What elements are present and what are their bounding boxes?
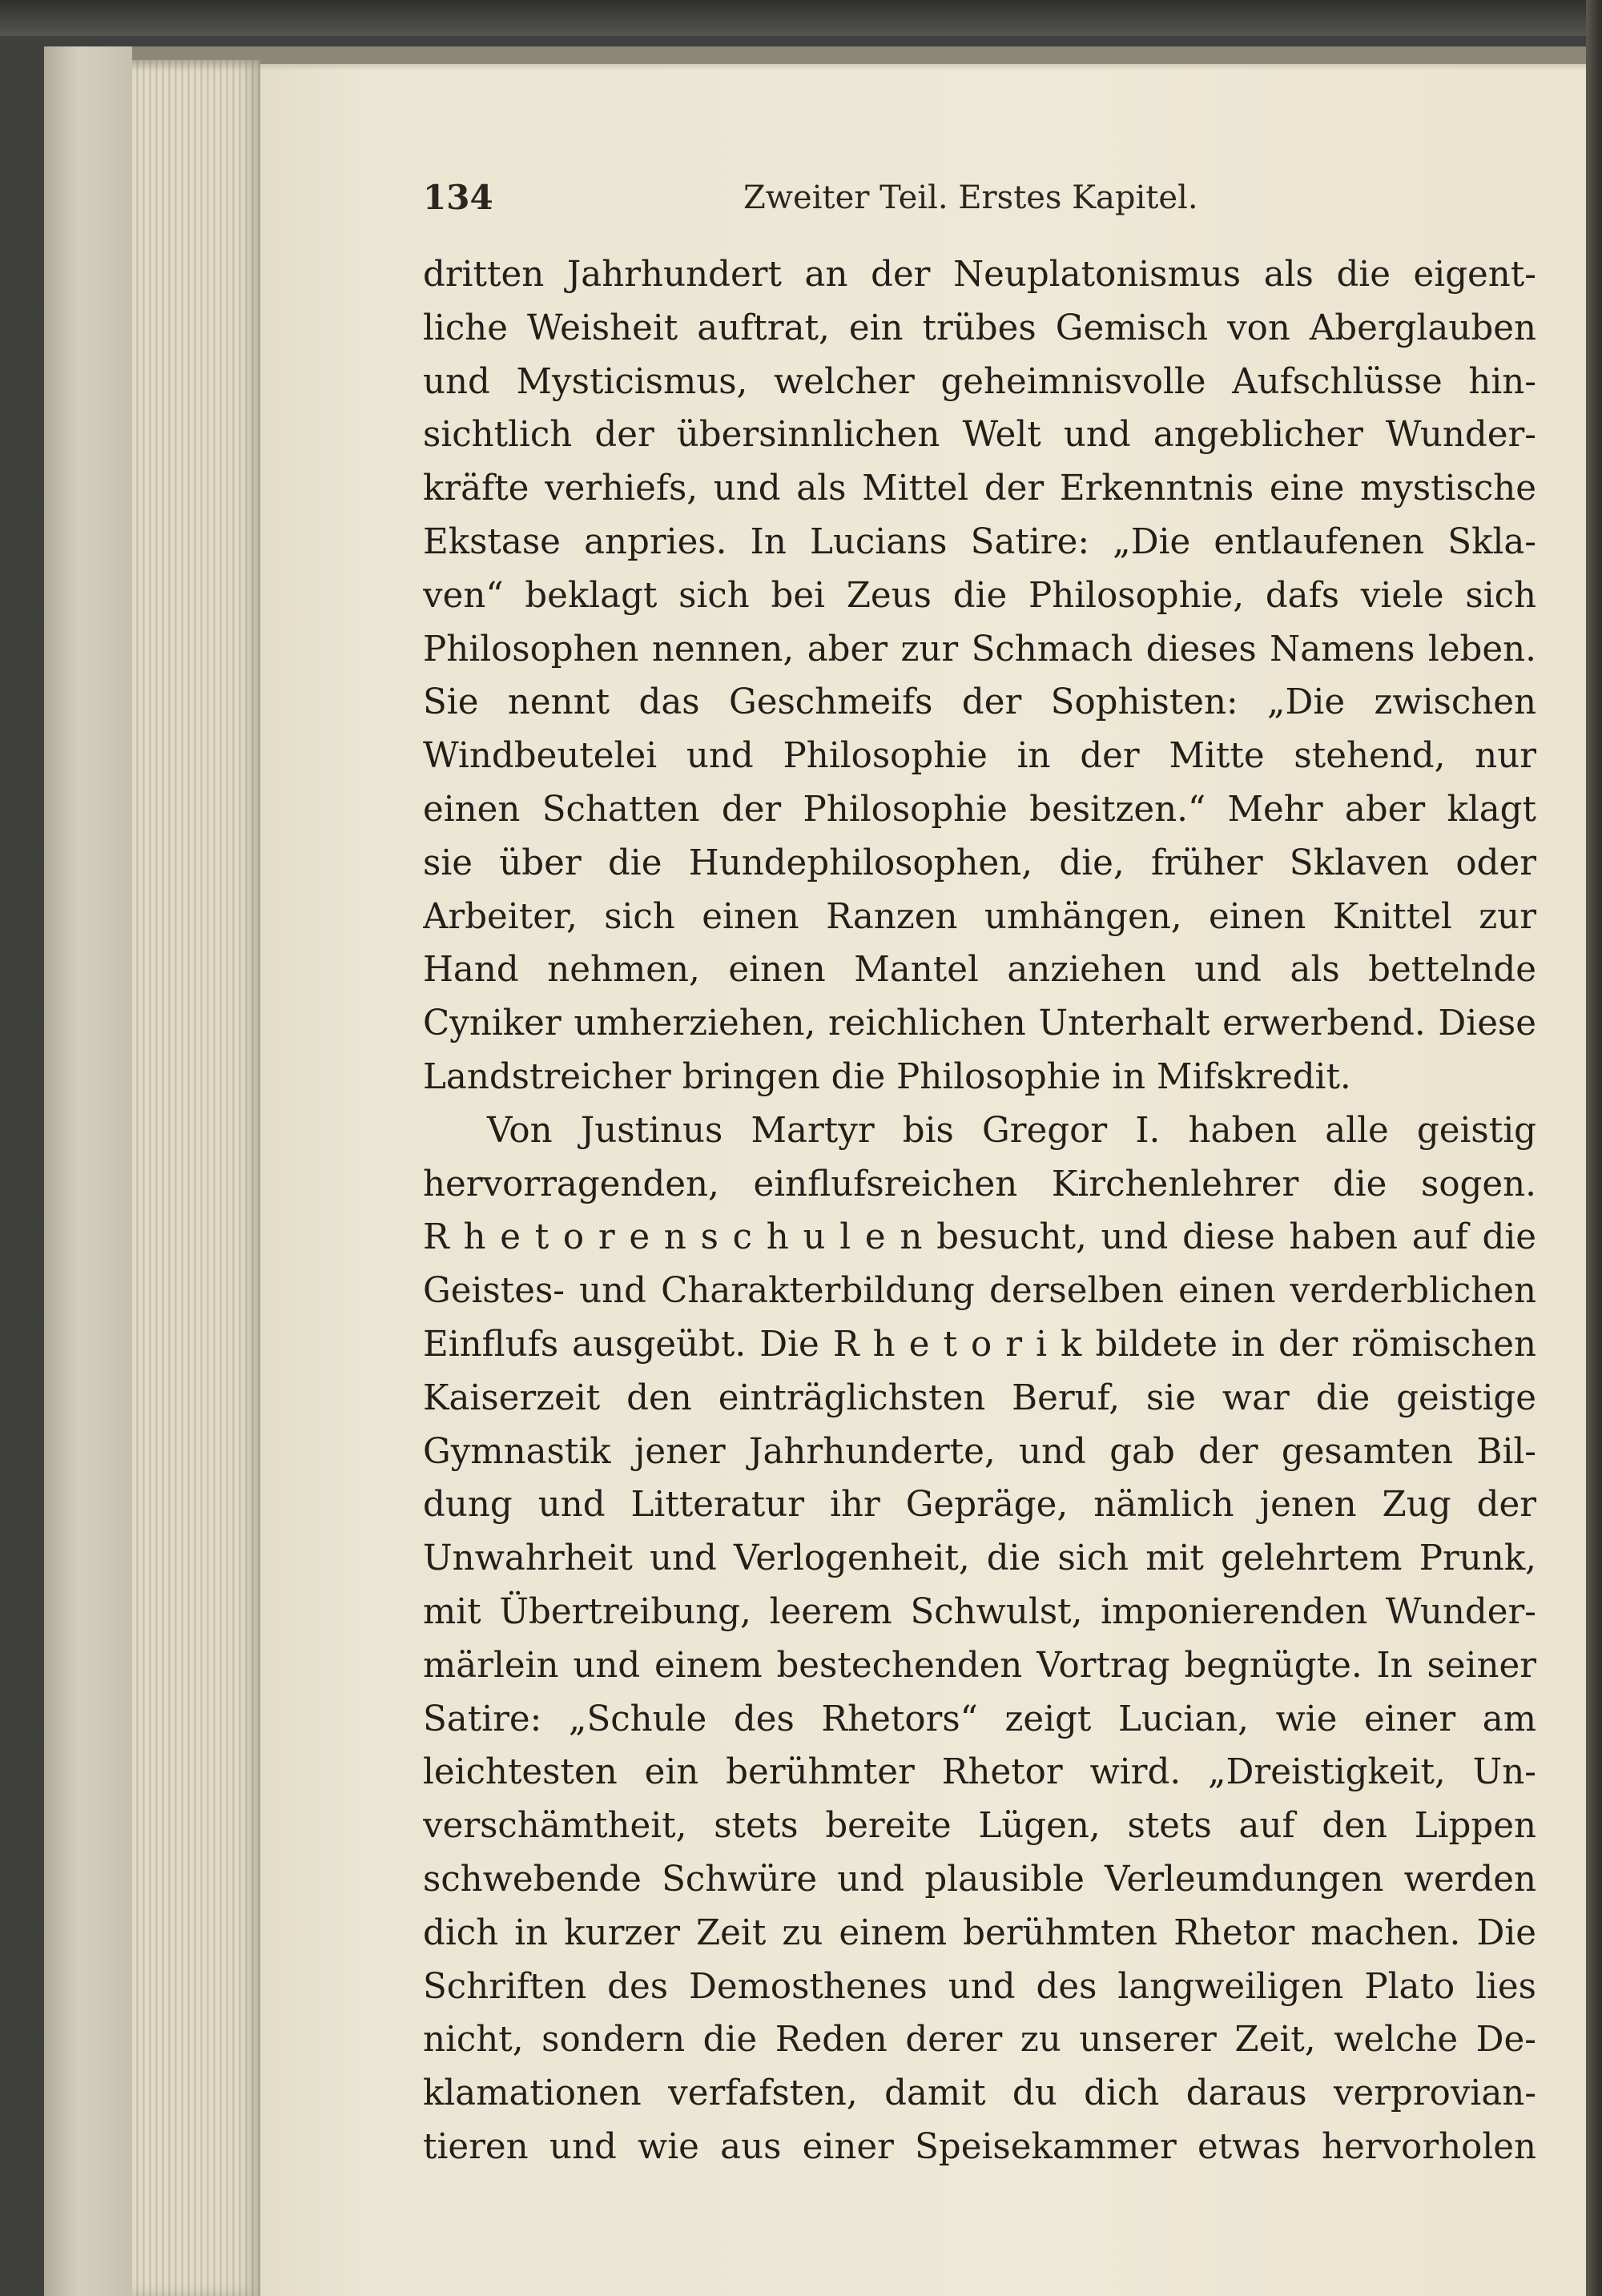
- page-number: 134: [423, 178, 493, 217]
- text-line: liche Weisheit auftrat, ein trübes Gemisch von Aberglauben: [423, 308, 1536, 348]
- text-line: märlein und einem bestechenden Vortrag begnügte. In seiner: [423, 1645, 1536, 1686]
- cover-top-edge: [0, 0, 1602, 36]
- cover-edge: [44, 46, 132, 2296]
- text-line: Unwahrheit und Verlogenheit, die sich mit gelehrtem Prunk,: [423, 1538, 1536, 1579]
- body-text: [423, 248, 1536, 2174]
- text-line: Philosophen nennen, aber zur Schmach dieses Namens leben.: [423, 629, 1536, 669]
- text-line: Einflufs ausgeübt. Die R h e t o r i k bildete in der römischen: [423, 1324, 1536, 1365]
- text-line: Sie nennt das Geschmeifs der Sophisten: „Die zwischen: [423, 682, 1536, 723]
- text-line: kräfte verhiefs, und als Mittel der Erkenntnis eine mystische: [423, 468, 1536, 509]
- text-line: Windbeutelei und Philosophie in der Mitte stehend, nur: [423, 736, 1536, 777]
- text-line: leichtesten ein berühmter Rhetor wird. „Dreistigkeit, Un-: [423, 1752, 1536, 1793]
- text-line: dich in kurzer Zeit zu einem berühmten Rhetor machen. Die: [423, 1912, 1536, 1953]
- text-line: hervorragenden, einflufsreichen Kirchenlehrer die sogen.: [423, 1164, 1536, 1204]
- text-line: schwebende Schwüre und plausible Verleumdungen werden: [423, 1859, 1536, 1900]
- running-title: Zweiter Teil. Erstes Kapitel.: [743, 179, 1198, 216]
- text-line: Gymnastik jener Jahrhunderte, und gab der gesamten Bil-: [423, 1431, 1536, 1472]
- text-line: Schriften des Demosthenes und des langweiligen Plato lies: [423, 1966, 1536, 2007]
- text-line: sichtlich der übersinnlichen Welt und angeblicher Wunder-: [423, 415, 1536, 456]
- text-line: Ekstase anpries. In Lucians Satire: „Die entlaufenen Skla-: [423, 521, 1536, 562]
- page-stack-edges: [132, 60, 260, 2296]
- text-line: ven“ beklagt sich bei Zeus die Philosophie, dafs viele sich: [423, 575, 1536, 616]
- running-head: [423, 170, 1536, 226]
- text-line: Cyniker umherziehen, reichlichen Unterhalt erwerbend. Diese: [423, 1003, 1536, 1044]
- text-line: Von Justinus Martyr bis Gregor I. haben alle geistig: [487, 1110, 1536, 1151]
- text-line: tieren und wie aus einer Speisekammer etwas hervorholen: [423, 2126, 1536, 2167]
- text-line: Geistes- und Charakterbildung derselben einen verderblichen: [423, 1271, 1536, 1312]
- text-line: einen Schatten der Philosophie besitzen.“ Mehr aber klagt: [423, 789, 1536, 830]
- text-line: Kaiserzeit den einträglichsten Beruf, sie war die geistige: [423, 1377, 1536, 1418]
- page-top-shadow: [132, 46, 1602, 70]
- text-line: Landstreicher bringen die Philosophie in Mifskredit.: [423, 1056, 1351, 1097]
- text-line: und Mysticismus, welcher geheimnisvolle Aufschlüsse hin-: [423, 361, 1536, 402]
- text-line: Arbeiter, sich einen Ranzen umhängen, einen Knittel zur: [423, 896, 1536, 937]
- text-line: klamationen verfafsten, damit du dich daraus verprovian-: [423, 2073, 1536, 2114]
- text-line: verschämtheit, stets bereite Lügen, stets auf den Lippen: [423, 1806, 1536, 1847]
- text-line: mit Übertreibung, leerem Schwulst, imponierenden Wunder-: [423, 1591, 1536, 1632]
- text-line: nicht, sondern die Reden derer zu unserer Zeit, welche De-: [423, 2020, 1536, 2061]
- text-line: Satire: „Schule des Rhetors“ zeigt Lucian, wie einer am: [423, 1699, 1536, 1739]
- text-line: Hand nehmen, einen Mantel anziehen und als bettelnde: [423, 950, 1536, 991]
- text-line: dritten Jahrhundert an der Neuplatonismus als die eigent-: [423, 255, 1536, 295]
- text-line: R h e t o r e n s c h u l e n besucht, und diese haben auf die: [423, 1217, 1536, 1258]
- text-line: dung und Litteratur ihr Gepräge, nämlich jenen Zug der: [423, 1485, 1536, 1526]
- text-line: sie über die Hundephilosophen, die, früher Sklaven oder: [423, 842, 1536, 883]
- cover-right-edge: [1586, 0, 1602, 2296]
